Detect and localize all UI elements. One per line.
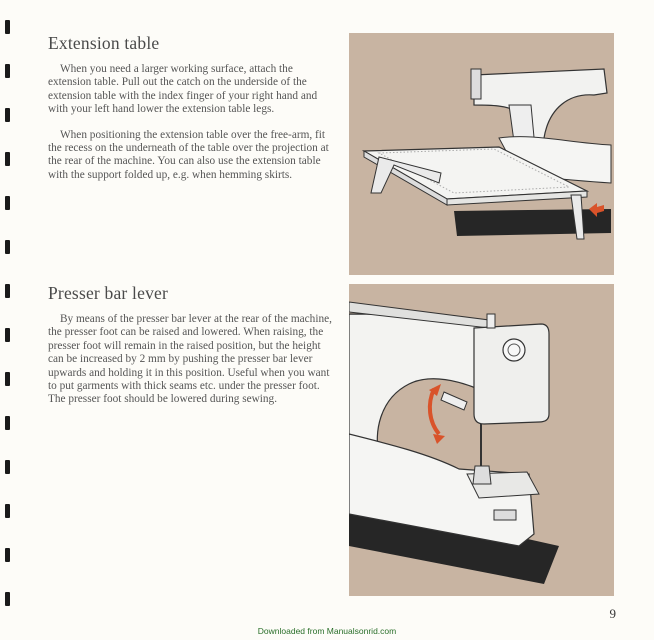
page-number: 9 <box>609 606 616 621</box>
sewing-machine-extension-table-drawing <box>349 33 614 275</box>
binding-holes <box>0 0 14 640</box>
extension-table-illustration <box>349 33 614 275</box>
footer-download-link[interactable]: Downloaded from Manualsonrid.com <box>257 626 397 636</box>
extension-table-section <box>48 33 338 194</box>
sewing-machine-head-drawing <box>349 284 614 596</box>
presser-bar-section <box>48 283 338 419</box>
presser-bar-heading: Presser bar lever <box>48 283 169 303</box>
extension-table-paragraph-1: When you need a larger working surface, attach the extension table. Pull out the catch on the underside of the extension table with the index finger of your right hand and with your left hand lower the extension table legs. <box>48 63 318 116</box>
presser-bar-paragraph-1: By means of the presser bar lever at the rear of the machine, the presser foot can be raised and lowered. When raising, the presser foot will remain in the raised position, but the height can be increased by 2 mm by pushing the presser bar lever upwards and holding it in this position. Useful when you want to put garments with thick seams etc. under the presser foot. The presser foot should be lowered during sewing. <box>48 313 332 406</box>
extension-table-paragraph-2: When positioning the extension table over the free-arm, fit the recess on the underneath of the table over the projection at the rear of the machine. You can also use the extension table with the support folded up, e.g. when hemming skirts. <box>48 128 329 181</box>
presser-bar-lever-illustration <box>349 284 614 596</box>
extension-table-heading: Extension table <box>48 33 160 53</box>
